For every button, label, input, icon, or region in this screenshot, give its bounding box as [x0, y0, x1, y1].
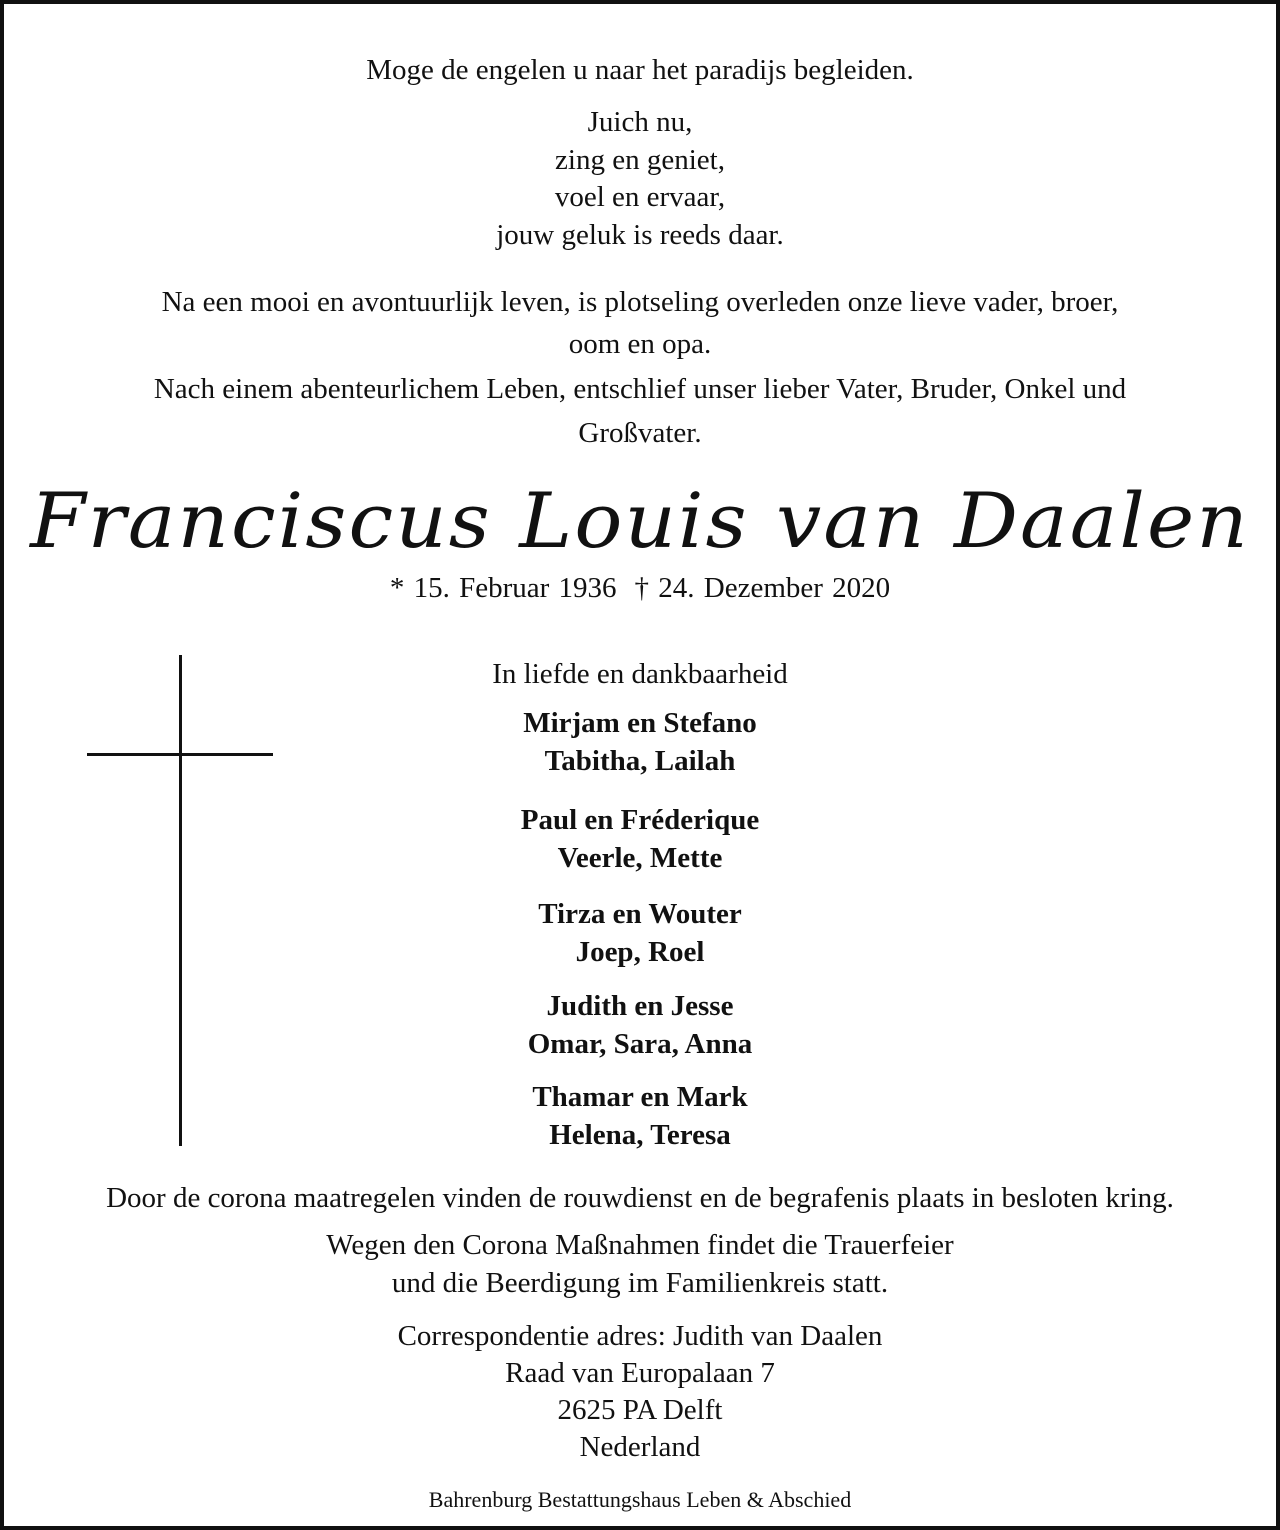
family-children: Veerle, Mette	[557, 842, 723, 874]
corona-notice-dutch: Door de corona maatregelen vinden de rouwdienst en de begrafenis plaats in besloten kring.	[106, 1182, 1174, 1214]
corona-notice-german	[4, 1226, 1276, 1302]
life-dates	[4, 570, 1276, 606]
family-group	[4, 895, 1276, 971]
corona-line: Wegen den Corona Maßnahmen findet die Trauerfeier	[326, 1229, 954, 1261]
address-line: Nederland	[579, 1431, 701, 1463]
poem-line: Juich nu,	[587, 106, 693, 138]
intro-line: Moge de engelen u naar het paradijs begleiden.	[366, 54, 914, 86]
family-parents: Paul en Fréderique	[520, 804, 760, 836]
family-parents: Judith en Jesse	[546, 990, 734, 1022]
announcement-line: Na een mooi en avontuurlijk leven, is plotseling overleden onze lieve vader, broer,	[161, 286, 1119, 318]
family-group	[4, 987, 1276, 1063]
family-parents: Mirjam en Stefano	[523, 707, 757, 739]
poem-line: voel en ervaar,	[554, 181, 726, 213]
family-parents: Thamar en Mark	[532, 1081, 748, 1113]
address-line: Raad van Europalaan 7	[505, 1357, 775, 1389]
love-gratitude-line: In liefde en dankbaarheid	[492, 658, 788, 690]
family-children: Omar, Sara, Anna	[527, 1028, 753, 1060]
address-line: Correspondentie adres: Judith van Daalen	[397, 1320, 883, 1352]
announcement-dutch	[4, 281, 1276, 365]
corona-line: und die Beerdigung im Familienkreis statt.	[391, 1267, 889, 1299]
family-group	[4, 704, 1276, 780]
death-date: † 24. Dezember 2020	[634, 572, 891, 604]
family-group	[4, 1078, 1276, 1154]
family-children: Joep, Roel	[575, 936, 705, 968]
birth-date: * 15. Februar 1936	[389, 572, 617, 604]
correspondence-address	[4, 1318, 1276, 1466]
announcement-german	[4, 367, 1276, 455]
family-parents: Tirza en Wouter	[538, 898, 742, 930]
funeral-home: Bahrenburg Bestattungshaus Leben & Abschied	[428, 1487, 852, 1512]
deceased-name: Franciscus Louis van Daalen	[30, 476, 1250, 565]
poem-line: jouw geluk is reeds daar.	[496, 218, 784, 251]
family-children: Helena, Teresa	[549, 1119, 731, 1151]
poem-line: zing en geniet,	[555, 143, 725, 176]
family-group	[4, 801, 1276, 877]
family-children: Tabitha, Lailah	[544, 745, 736, 777]
announcement-line: Großvater.	[578, 417, 702, 449]
announcement-line: oom en opa.	[568, 328, 712, 360]
address-line: 2625 PA Delft	[557, 1394, 723, 1426]
announcement-line: Nach einem abenteurlichem Leben, entschlief unser lieber Vater, Bruder, Onkel und	[153, 373, 1127, 405]
poem	[4, 104, 1276, 254]
